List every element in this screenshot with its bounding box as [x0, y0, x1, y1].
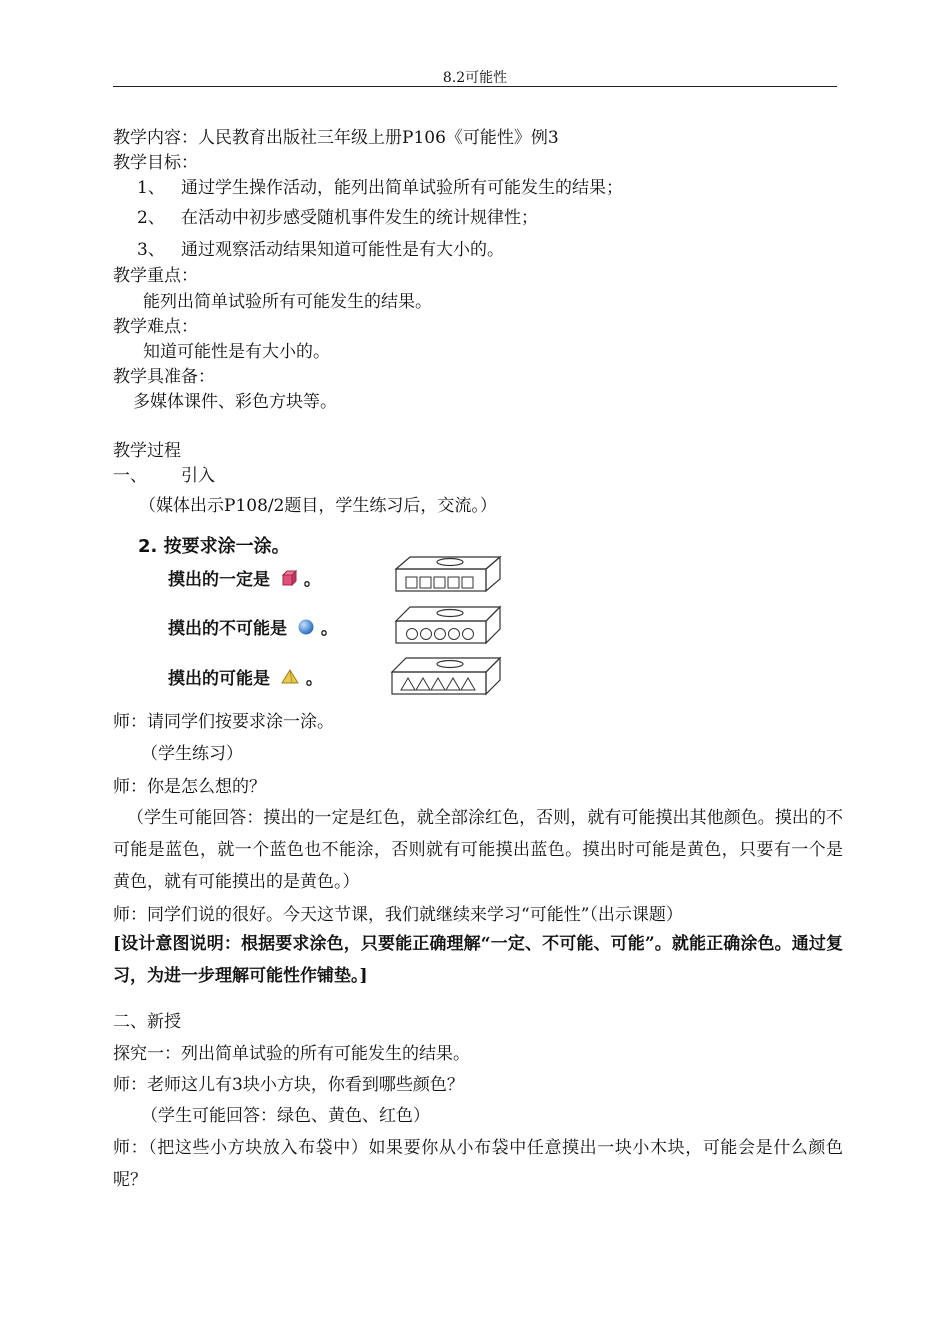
teacher-line-1: 师：请同学们按要求涂一涂。	[113, 712, 334, 732]
goal-2: 在活动中初步感受随机事件发生的统计规律性；	[181, 208, 538, 228]
row-impossible-label: 摸出的不可能是	[168, 619, 287, 639]
row-certain-period: 。	[303, 570, 321, 590]
row-certain	[168, 565, 321, 592]
key-point-label: 教学重点：	[113, 266, 198, 286]
box-with-cubes	[392, 553, 504, 593]
teacher-line-2: 师：你是怎么想的？	[113, 777, 266, 797]
goal-1: 通过学生操作活动，能列出简单试验所有可能发生的结果；	[181, 178, 623, 198]
goals-label: 教学目标：	[113, 153, 198, 173]
section-1-title: 引入	[181, 466, 215, 486]
row-impossible-period: 。	[320, 619, 338, 639]
process-label: 教学过程	[113, 441, 181, 461]
row-possible	[168, 664, 323, 691]
figure-title: 2. 按要求涂一涂。	[138, 536, 290, 557]
exercise-figure	[130, 528, 520, 698]
page-header-title: 8.2可能性	[442, 70, 508, 86]
yellow-triangle-icon	[280, 668, 300, 691]
media-note: （媒体出示P108/2题目，学生练习后，交流。）	[139, 496, 497, 516]
red-cube-icon	[280, 569, 298, 592]
row-certain-label: 摸出的一定是	[168, 570, 270, 590]
row-possible-period: 。	[305, 669, 323, 689]
box-with-balls	[392, 603, 504, 645]
box-with-triangles	[388, 654, 504, 696]
teaching-content: 教学内容：人民教育出版社三年级上册P106《可能性》例3	[113, 128, 559, 148]
key-point: 能列出简单试验所有可能发生的结果。	[143, 292, 432, 312]
blue-ball-icon	[297, 618, 315, 641]
goal-3-number: 3、	[137, 240, 165, 260]
explore-1: 探究一：列出简单试验的所有可能发生的结果。	[113, 1044, 470, 1064]
teacher-line-5: 师：（把这些小方块放入布袋中）如果要你从小布袋中任意摸出一块小木块，可能会是什么颜色呢？	[113, 1138, 843, 1190]
tools: 多媒体课件、彩色方块等。	[133, 392, 337, 412]
teacher-line-4: 师：老师这儿有3块小方块，你看到哪些颜色？	[113, 1075, 464, 1095]
student-answer-1: （学生可能回答：摸出的一定是红色，就全部涂红色，否则，就有可能摸出其他颜色。摸出的不可能是蓝色，就一个蓝色也不能涂，否则就有可能摸出蓝色。摸出时可能是黄色，只要有一个是黄色，就有可能摸出的是黄色。）	[113, 808, 843, 892]
goal-1-number: 1、	[137, 178, 165, 198]
row-possible-label: 摸出的可能是	[168, 669, 270, 689]
teacher-line-3: 师：同学们说的很好。今天这节课，我们就继续来学习“可能性”（出示课题）	[113, 905, 683, 925]
section-2-title: 二、新授	[113, 1012, 181, 1032]
difficulty: 知道可能性是有大小的。	[143, 342, 330, 362]
tools-label: 教学具准备：	[113, 367, 215, 387]
row-impossible	[168, 614, 338, 641]
student-answer-2: （学生可能回答：绿色、黄色、红色）	[141, 1106, 430, 1126]
design-intent: [设计意图说明：根据要求涂色，只要能正确理解“一定、不可能、可能”。就能正确涂色。通过复习，为进一步理解可能性作铺垫。]	[113, 934, 843, 986]
goal-2-number: 2、	[137, 208, 165, 228]
goal-3: 通过观察活动结果知道可能性是有大小的。	[181, 240, 504, 260]
section-1-number: 一、	[113, 466, 147, 486]
header-rule	[113, 86, 837, 87]
difficulty-label: 教学难点：	[113, 317, 198, 337]
student-practice: （学生练习）	[141, 744, 243, 764]
